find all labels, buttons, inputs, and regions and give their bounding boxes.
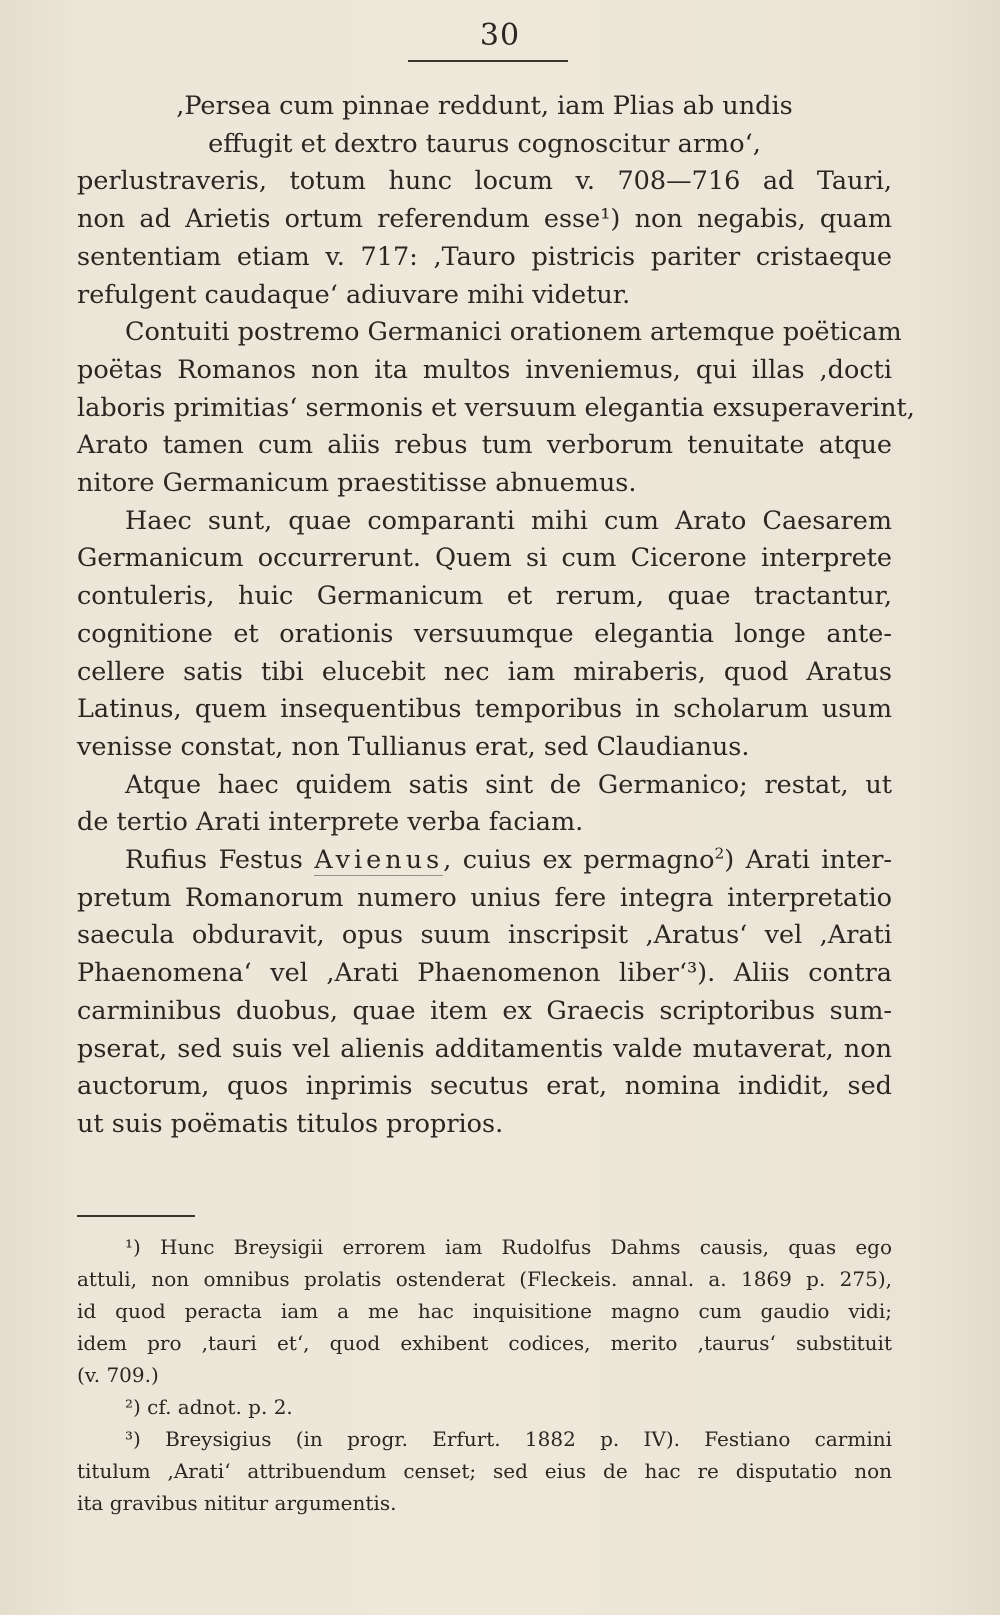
header-rule xyxy=(408,60,568,62)
footnote-line: attuli, non omnibus prolatis ostenderat (Fleckeis. annal. a. 1869 p. 275), xyxy=(77,1267,892,1291)
body-text xyxy=(77,88,915,1144)
footnote-rule xyxy=(77,1215,195,1217)
text-line: ut suis poëmatis titulos proprios. xyxy=(77,1108,504,1139)
text-line: cellere satis tibi elucebit nec iam miraberis, quod Aratus xyxy=(77,656,892,687)
footnote-line: ita gravibus nititur argumentis. xyxy=(77,1491,397,1515)
text-line: perlustraveris, totum hunc locum v. 708—716 ad Tauri, xyxy=(77,166,892,197)
text-line: nitore Germanicum praestitisse abnuemus. xyxy=(77,468,637,499)
text-line: pserat, sed suis vel alienis additamentis valde mutaverat, non xyxy=(77,1033,892,1064)
text-line: de tertio Arati interprete verba faciam. xyxy=(77,807,584,838)
verse-line: effugit et dextro taurus cognoscitur armo‘, xyxy=(208,128,761,159)
footnote-line: idem pro ,tauri et‘, quod exhibent codices, merito ,taurus‘ substituit xyxy=(77,1331,892,1355)
text-line: Arato tamen cum aliis rebus tum verborum tenuitate atque xyxy=(77,430,892,461)
text-line: auctorum, quos inprimis secutus erat, nomina indidit, sed xyxy=(77,1071,892,1102)
name-rest: ) Arati inter- xyxy=(724,845,893,876)
footnote-3: ³) Breysigius (in progr. Erfurt. 1882 p. IV). Festiano carmini xyxy=(125,1427,892,1451)
footnote-2: ²) cf. adnot. p. 2. xyxy=(125,1395,293,1419)
text-line: cognitione et orationis versuumque elegantia longe ante- xyxy=(77,618,892,649)
text-line: venisse constat, non Tullianus erat, sed Claudianus. xyxy=(77,731,750,762)
text-line: poëtas Romanos non ita multos inveniemus, qui illas ,docti xyxy=(77,354,892,385)
text-line: pretum Romanorum numero unius fere integra interpretatio xyxy=(77,882,892,913)
paragraph-start: Atque haec quidem satis sint de Germanico; restat, ut xyxy=(125,769,892,800)
paragraph-start-avienus xyxy=(77,842,892,880)
footnote-ref-2: 2 xyxy=(714,844,725,863)
text-line: Phaenomena‘ vel ,Arati Phaenomenon liber‘³). Aliis contra xyxy=(77,958,892,989)
text-line: laboris primitias‘ sermonis et versuum elegantia exsuperaverint, xyxy=(77,392,915,423)
footnote-line: id quod peracta iam a me hac inquisitione magno cum gaudio vidi; xyxy=(77,1299,892,1323)
footnotes xyxy=(77,1231,892,1519)
text-line: Germanicum occurrerunt. Quem si cum Cicerone interprete xyxy=(77,543,892,574)
verse-line: ,Persea cum pinnae reddunt, iam Plias ab undis xyxy=(176,91,793,121)
text-line: saecula obduravit, opus suum inscripsit ,Aratus‘ vel ,Arati xyxy=(77,920,892,951)
text-line: Latinus, quem insequentibus temporibus in scholarum usum xyxy=(77,694,892,725)
text-line: non ad Arietis ortum referendum esse¹) non negabis, quam xyxy=(77,204,892,235)
paragraph-start: Haec sunt, quae comparanti mihi cum Arato Caesarem xyxy=(125,505,892,536)
name-prefix: Rufius Festus xyxy=(125,845,315,876)
page-number: 30 xyxy=(479,18,521,53)
author-name-avienus: Avienus xyxy=(314,845,444,876)
name-suffix: , cuius ex permagno xyxy=(443,845,715,876)
footnote-line: titulum ,Arati‘ attribuendum censet; sed eius de hac re disputatio non xyxy=(77,1459,892,1483)
paragraph-start: Contuiti postremo Germanici orationem artemque poëticam xyxy=(125,317,902,348)
text-line: refulgent caudaque‘ adiuvare mihi videtur. xyxy=(77,279,631,310)
text-line: sententiam etiam v. 717: ,Tauro pistricis pariter cristaeque xyxy=(77,241,892,272)
footnote-line: (v. 709.) xyxy=(77,1363,159,1387)
footnote-1: ¹) Hunc Breysigii errorem iam Rudolfus Dahms causis, quas ego xyxy=(125,1235,892,1259)
text-line: carminibus duobus, quae item ex Graecis scriptoribus sum- xyxy=(77,995,892,1026)
text-line: contuleris, huic Germanicum et rerum, quae tractantur, xyxy=(77,581,892,612)
